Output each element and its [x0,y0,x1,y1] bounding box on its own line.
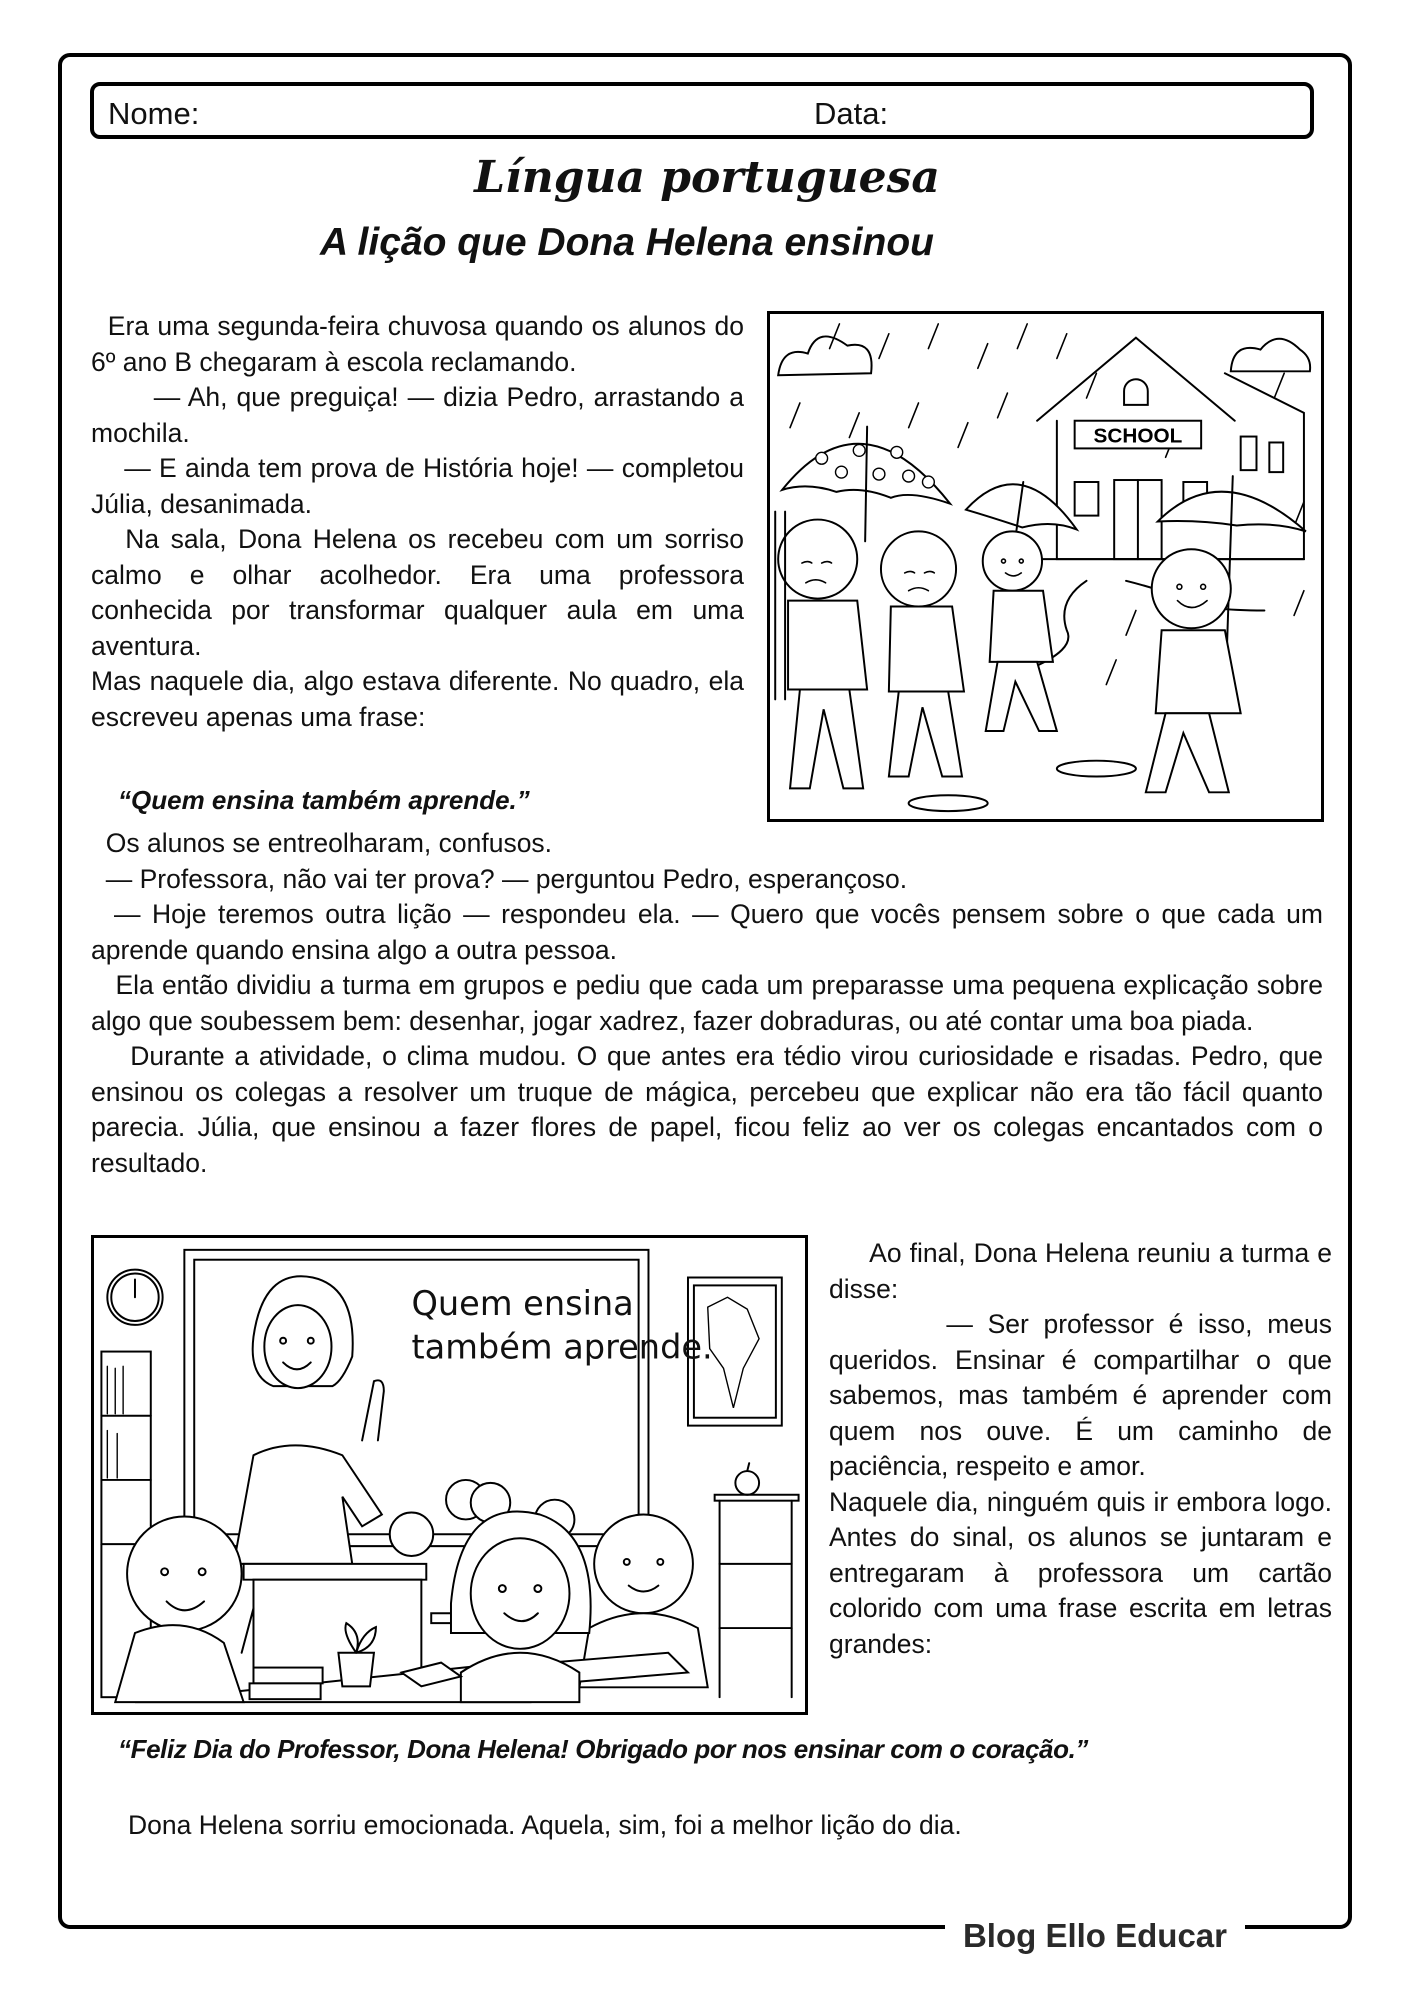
paragraph: Mas naquele dia, algo estava diferente. No quadro, ela escreveu apenas uma frase: [91,666,744,732]
paragraph: — Ah, que preguiça! — dizia Pedro, arrastando a mochila. [91,382,744,448]
board-quote: “Quem ensina também aprende.” [118,785,530,815]
date-label: Data: [814,96,889,131]
classroom-illustration [91,1235,808,1715]
closing-paragraph: Dona Helena sorriu emocionada. Aquela, sim, foi a melhor lição do dia. [128,1810,962,1840]
top-text-column [91,309,744,735]
paragraph: Na sala, Dona Helena os recebeu com um sorriso calmo e olhar acolhedor. Era uma professora conhecida por transformar qualquer aula em uma aventura. [91,524,744,661]
paragraph: Ao final, Dona Helena reuniu a turma e disse: [829,1238,1332,1304]
story-title: A lição que Dona Helena ensinou [319,221,934,264]
paragraph: Naquele dia, ninguém quis ir embora logo. Antes do sinal, os alunos se juntaram e entregaram à professora um cartão colorido com uma frase escrita em letras grandes: [829,1486,1332,1659]
board-text-line-2: também aprende. [411,1327,713,1367]
paragraph: Era uma segunda-feira chuvosa quando os alunos do 6º ano B chegaram à escola reclamando. [91,311,744,377]
classroom-drawing [94,1238,805,1712]
right-text-column [829,1236,1332,1662]
board-text-line-1: Quem ensina [411,1284,634,1324]
paragraph: — Professora, não vai ter prova? — perguntou Pedro, esperançoso. [91,863,908,894]
school-sign: SCHOOL [1093,424,1183,448]
paragraph: — Ser professor é isso, meus queridos. Ensinar é compartilhar o que sabemos, mas também é aprender com quem nos ouve. É um caminho de paciência, respeito e amor. [829,1309,1332,1481]
rainy-school-drawing [770,314,1321,819]
page-title: Língua portuguesa [474,152,940,203]
name-label: Nome: [108,96,200,131]
footer-brand: Blog Ello Educar [962,1917,1228,1954]
card-quote: “Feliz Dia do Professor, Dona Helena! Obrigado por nos ensinar com o coração.” [118,1734,1089,1764]
paragraph: Os alunos se entreolharam, confusos. [91,828,553,858]
paragraph: Durante a atividade, o clima mudou. O que antes era tédio virou curiosidade e risadas. Pedro, que ensinou os colegas a resolver um truque de mágica, percebeu que explicar não era tão fácil quanto parecia. Júlia, que ensinou a fazer flores de papel, ficou feliz ao ver os colegas encantados com o resultado. [91,1041,1323,1178]
middle-text [91,826,1323,1181]
paragraph: Ela então dividiu a turma em grupos e pediu que cada um preparasse uma pequena explicação sobre algo que soubessem bem: desenhar, jogar xadrez, fazer dobraduras, ou até contar uma boa piada. [91,970,1323,1036]
rainy-school-illustration [767,311,1324,822]
paragraph: — E ainda tem prova de História hoje! — completou Júlia, desanimada. [91,453,744,519]
name-date-box [90,82,1314,139]
paragraph: — Hoje teremos outra lição — respondeu ela. — Quero que vocês pensem sobre o que cada um aprende quando ensina algo a outra pessoa. [91,899,1323,965]
